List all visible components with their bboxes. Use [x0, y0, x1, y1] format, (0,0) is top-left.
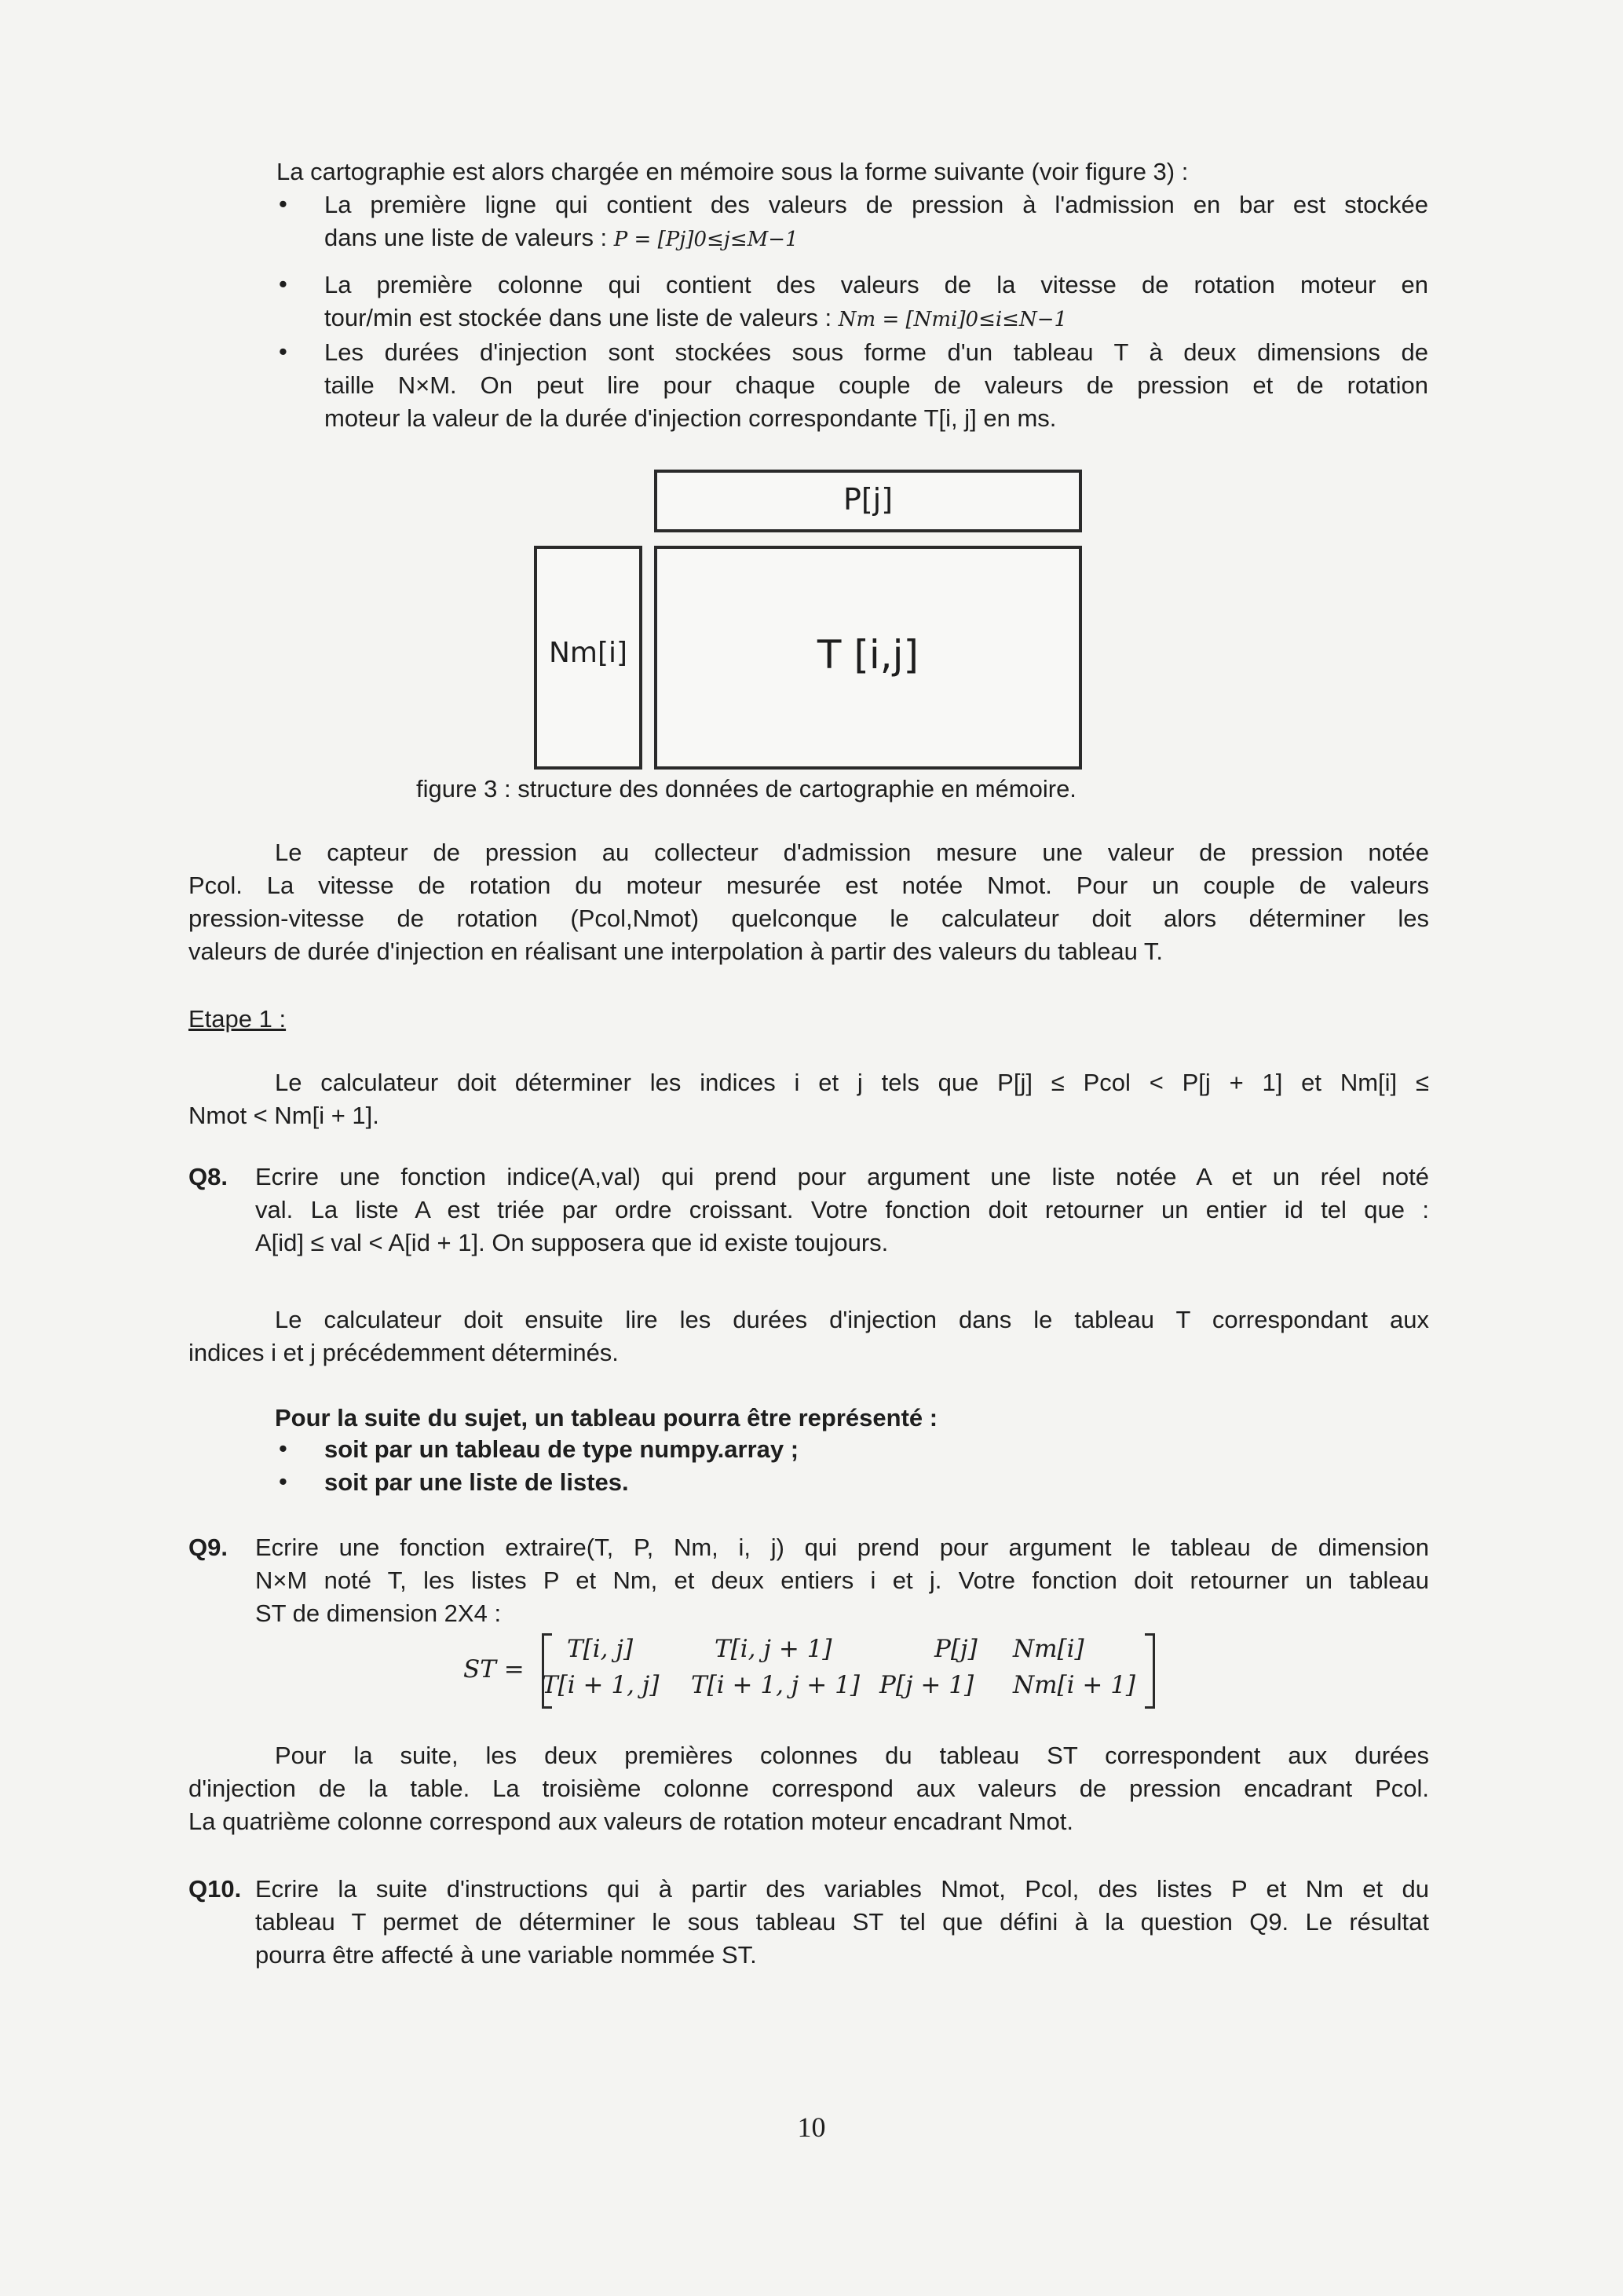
para2-line-2: Nmot < Nm[i + 1]. — [188, 1102, 379, 1129]
para3-line-2: indices i et j précédemment déterminés. — [188, 1339, 619, 1366]
intro-line: La cartographie est alors chargée en mémoire sous la forme suivante (voir figure 3) : — [276, 158, 1189, 185]
q9-line-3: ST de dimension 2X4 : — [255, 1600, 502, 1627]
q9-line-1: Ecrire une fonction extraire(T, P, Nm, i, j) qui prend pour argument le tableau de dimension — [255, 1534, 1429, 1561]
bullet2-line-a: La première colonne qui contient des valeurs de la vitesse de rotation moteur en — [324, 271, 1428, 298]
bullet2-formula: Nm = [Nmi]0≤i≤N−1 — [838, 308, 1068, 331]
bullet2-line-b — [324, 302, 1428, 336]
matrix-r2c3: P[j + 1] — [879, 1671, 974, 1699]
bullet3-line-b: taille N×M. On peut lire pour chaque couple de valeurs de pression et de rotation — [324, 371, 1428, 399]
nm-column-box — [534, 546, 642, 770]
para2-line-1: Le calculateur doit déterminer les indices i et j tels que P[j] ≤ Pcol < P[j + 1] et Nm[i] ≤ — [275, 1069, 1429, 1096]
etape-title: Etape 1 : — [188, 1005, 287, 1033]
para3-line-1: Le calculateur doit ensuite lire les durées d'injection dans le tableau T correspondant aux — [275, 1306, 1429, 1333]
bullet1-line-a: La première ligne qui contient des valeurs de pression à l'admission en bar est stockée — [324, 191, 1428, 218]
para1-line-2: Pcol. La vitesse de rotation du moteur mesurée est notée Nmot. Pour un couple de valeurs — [188, 872, 1429, 899]
matrix-r1c3: P[j] — [934, 1635, 978, 1663]
matrix-r1c4: Nm[i] — [1013, 1635, 1084, 1663]
note-title: Pour la suite du sujet, un tableau pourra être représenté : — [275, 1404, 938, 1431]
t-label: T [i,j] — [817, 632, 919, 678]
para1-line-3: pression-vitesse de rotation (Pcol,Nmot) quelconque le calculateur doit alors déterminer les — [188, 905, 1429, 932]
matrix-right-bracket — [1145, 1633, 1155, 1709]
t-table-box — [654, 546, 1082, 770]
q8-label: Q8. — [188, 1163, 228, 1190]
bullet-dot: • — [279, 1435, 287, 1462]
note-bullet-2: soit par une liste de listes. — [324, 1468, 629, 1496]
q10-label: Q10. — [188, 1875, 242, 1903]
para1-line-1: Le capteur de pression au collecteur d'admission mesure une valeur de pression notée — [275, 839, 1429, 866]
bullet3-line-a: Les durées d'injection sont stockées sous forme d'un tableau T à deux dimensions de — [324, 338, 1428, 366]
matrix-r1c1: T[i, j] — [567, 1635, 634, 1663]
bullet-dot: • — [279, 190, 287, 218]
bullet1-line-b — [324, 221, 1428, 256]
q8-line-1: Ecrire une fonction indice(A,val) qui prend pour argument une liste notée A et un réel noté — [255, 1163, 1429, 1190]
bullet2-text: tour/min est stockée dans une liste de valeurs : — [324, 304, 832, 331]
nm-label: Nm[i] — [548, 637, 628, 669]
q8-line-3: A[id] ≤ val < A[id + 1]. On supposera que id existe toujours. — [255, 1229, 889, 1256]
q9-label: Q9. — [188, 1534, 228, 1561]
para1-line-4: valeurs de durée d'injection en réalisant une interpolation à partir des valeurs du tableau T. — [188, 938, 1163, 965]
matrix-r2c4: Nm[i + 1] — [1013, 1671, 1136, 1699]
q10-line-3: pourra être affecté à une variable nommée ST. — [255, 1941, 757, 1969]
p-row-box — [654, 470, 1082, 532]
q8-line-2: val. La liste A est triée par ordre croissant. Votre fonction doit retourner un entier id tel que : — [255, 1196, 1429, 1223]
para4-line-3: La quatrième colonne correspond aux valeurs de rotation moteur encadrant Nmot. — [188, 1808, 1073, 1835]
bullet-dot: • — [279, 1468, 287, 1495]
page-number: 10 — [797, 2111, 826, 2143]
bullet1-text: dans une liste de valeurs : — [324, 224, 608, 251]
note-bullet-1: soit par un tableau de type numpy.array ; — [324, 1435, 799, 1463]
matrix-r2c1: T[i + 1, j] — [542, 1671, 660, 1699]
bullet1-formula: P = [Pj]0≤j≤M−1 — [613, 228, 799, 251]
para4-line-2: d'injection de la table. La troisième colonne correspond aux valeurs de pression encadrant Pcol. — [188, 1775, 1429, 1802]
matrix-lhs: ST = — [463, 1655, 525, 1684]
matrix-r1c2: T[i, j + 1] — [715, 1635, 832, 1663]
bullet3-line-c: moteur la valeur de la durée d'injection correspondante T[i, j] en ms. — [324, 404, 1057, 432]
p-label: P[j] — [843, 482, 894, 517]
q10-line-1: Ecrire la suite d'instructions qui à partir des variables Nmot, Pcol, des listes P et Nm et du — [255, 1875, 1429, 1903]
matrix-r2c2: T[i + 1, j + 1] — [691, 1671, 860, 1699]
q10-line-2: tableau T permet de déterminer le sous tableau ST tel que défini à la question Q9. Le résultat — [255, 1908, 1429, 1936]
bullet-dot: • — [279, 338, 287, 365]
figure-caption: figure 3 : structure des données de cartographie en mémoire. — [416, 775, 1077, 803]
bullet-dot: • — [279, 270, 287, 298]
para4-line-1: Pour la suite, les deux premières colonnes du tableau ST correspondent aux durées — [275, 1742, 1429, 1769]
q9-line-2: N×M noté T, les listes P et Nm, et deux entiers i et j. Votre fonction doit retourner un tableau — [255, 1567, 1429, 1594]
